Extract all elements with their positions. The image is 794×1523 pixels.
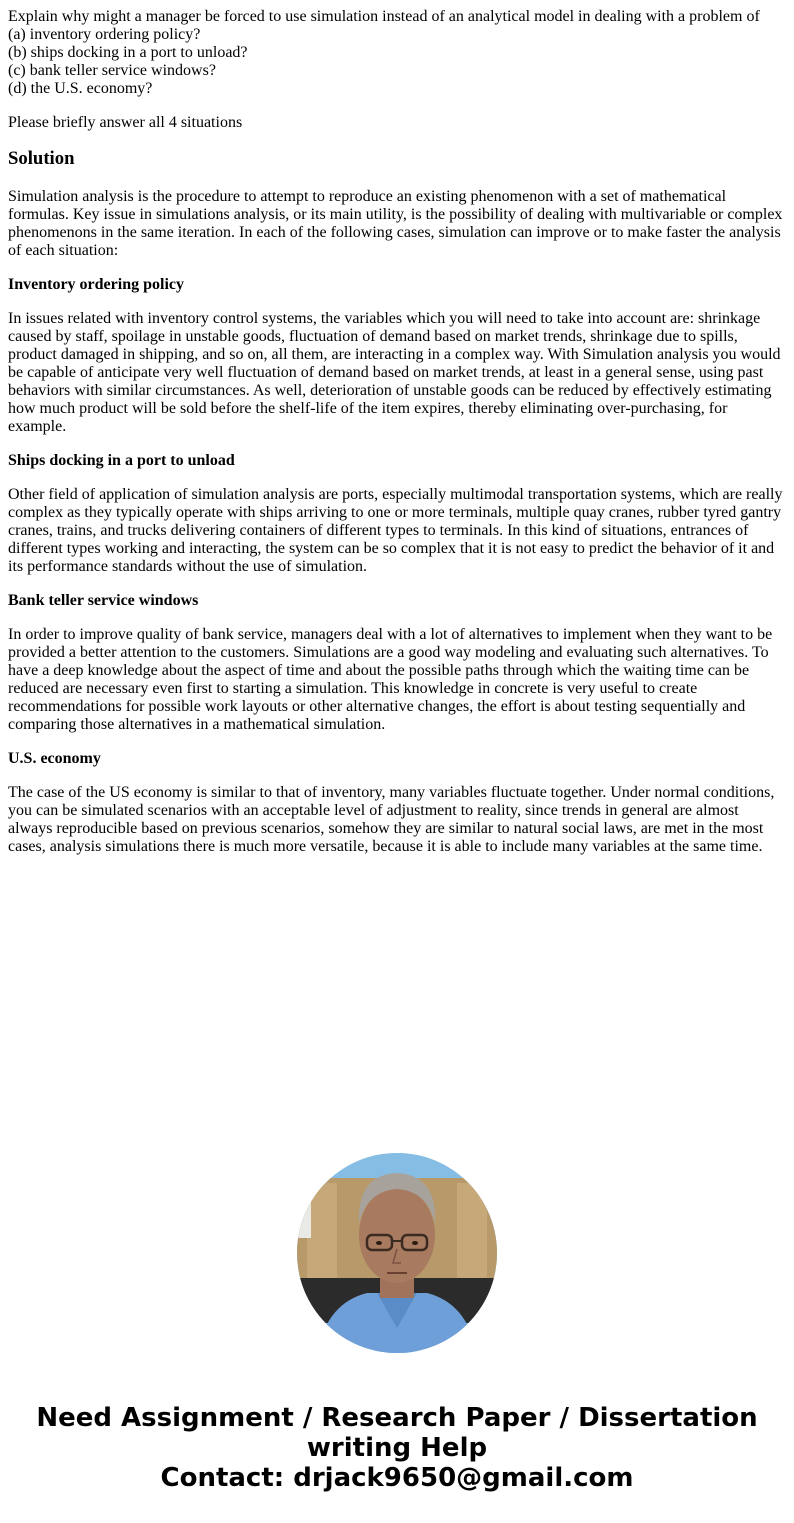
section-body-bank: In order to improve quality of bank service, managers deal with a lot of alternatives to implement when they want to be provided a better attention to the customers. Simulations are a good way modeling and evaluating such alternatives. To have a deep knowledge about the aspect of time and about the possible paths through which the waiting time can be reduced are necessary even first to starting a simulation. This knowledge in concrete is very useful to create recommendations for possible work layouts or other alternative changes, the effort is about testing sequentially and comparing those alternatives in a mathematical simulation. — [8, 626, 773, 733]
section-title-economy: U.S. economy — [8, 750, 101, 767]
solution-heading: Solution — [8, 148, 75, 169]
section-body-inventory: In issues related with inventory control systems, the variables which you will need to take into account are: shrinkage caused by staff, spoilage in unstable goods, fluctuation of demand based on market trends, shrinkage due to spills, product damaged in shipping, and so on, all them, are interacting in a complex way. With Simulation analysis you would be capable of anticipate very well fluctuation of demand based on market trends, at least in a general sense, using past behaviors with similar circumstances. As well, deterioration of unstable goods can be reduced by effectively estimating how much product will be sold before the shelf-life of the item expires, thereby eliminating over-purchasing, for example. — [8, 310, 781, 435]
person-photo-icon — [297, 1153, 497, 1353]
question-instruction: Please briefly answer all 4 situations — [8, 114, 243, 131]
question-item-b: (b) ships docking in a port to unload? — [8, 44, 248, 61]
document — [8, 8, 786, 872]
promo-banner — [0, 1403, 794, 1493]
question-intro: Explain why might a manager be forced to use simulation instead of an analytical model in dealing with a problem of — [8, 8, 760, 25]
section-title-ships: Ships docking in a port to unload — [8, 452, 235, 469]
question-item-a: (a) inventory ordering policy? — [8, 26, 201, 43]
section-title-bank: Bank teller service windows — [8, 592, 199, 609]
solution-intro: Simulation analysis is the procedure to attempt to reproduce an existing phenomenon with a set of mathematical formulas. Key issue in simulations analysis, or its main utility, is the possibility of dealing with multivariable or complex phenomenons in the same iteration. In each of the following cases, simulation can improve or to make faster the analysis of each situation: — [8, 188, 783, 259]
question-item-c: (c) bank teller service windows? — [8, 62, 216, 79]
promo-line-1: Need Assignment / Research Paper / Dissertation — [36, 1403, 758, 1433]
question-block — [8, 8, 786, 98]
question-item-d: (d) the U.S. economy? — [8, 80, 153, 97]
section-body-ships: Other field of application of simulation analysis are ports, especially multimodal transportation systems, which are really complex as they typically operate with ships arriving to one or more terminals, multiple quay cranes, rubber tyred gantry cranes, trains, and trucks delivering containers of different types to terminals. In this kind of situations, entrances of different types working and interacting, the system can be so complex that it is not easy to predict the behavior of it and its performance standards without the use of simulation. — [8, 486, 783, 575]
section-body-economy: The case of the US economy is similar to that of inventory, many variables fluctuate together. Under normal conditions, you can be simulated scenarios with an acceptable level of adjustment to reality, since trends in general are almost always reproducible based on previous scenarios, somehow they are similar to natural social laws, are met in the most cases, analysis simulations there is much more versatile, because it is able to include many variables at the same time. — [8, 784, 775, 855]
section-title-inventory: Inventory ordering policy — [8, 276, 184, 293]
promo-line-2: writing Help — [306, 1433, 488, 1463]
avatar — [297, 1153, 497, 1353]
promo-contact: Contact: drjack9650@gmail.com — [160, 1463, 634, 1493]
